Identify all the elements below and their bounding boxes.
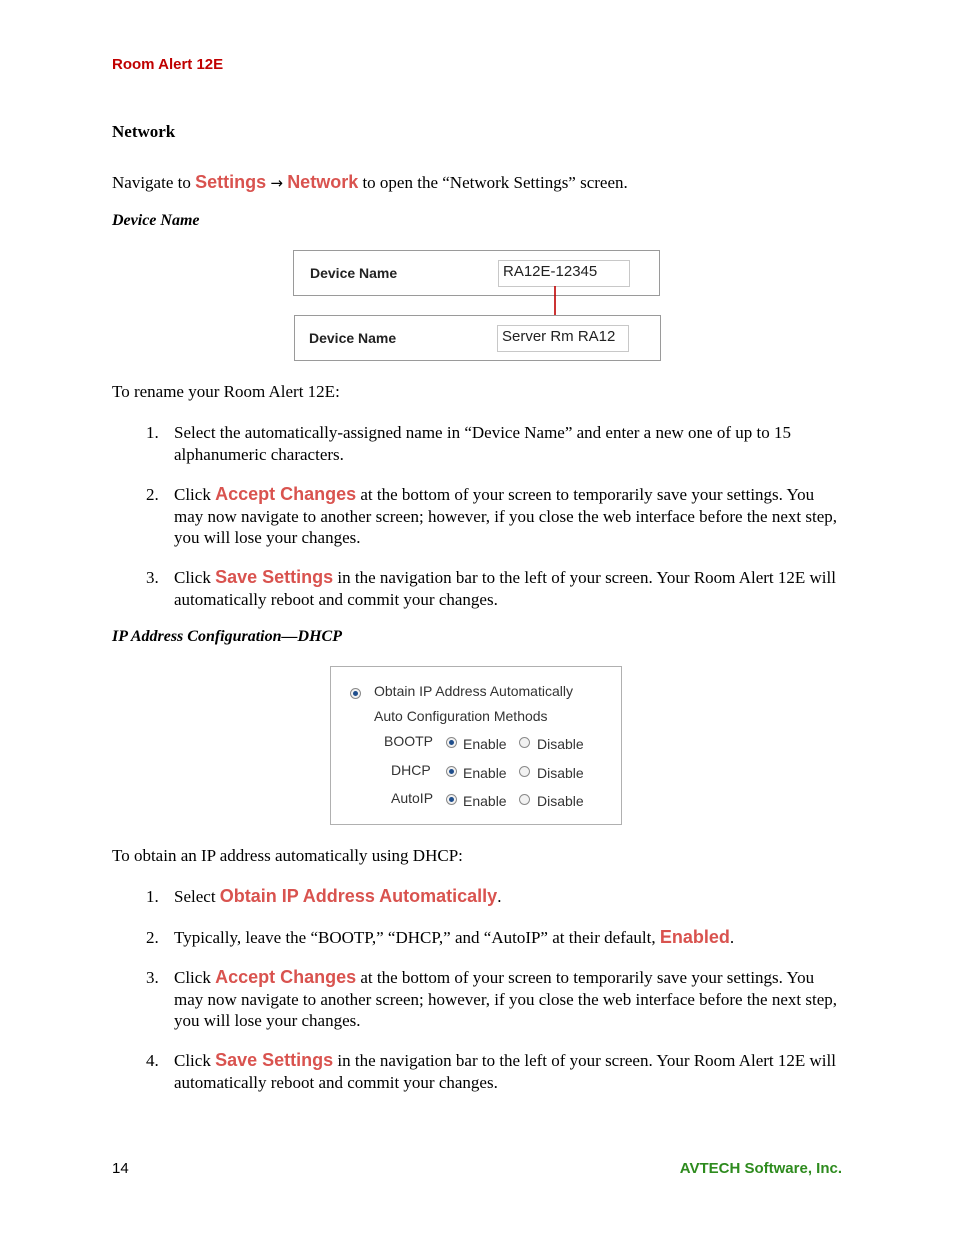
enabled-ref: Enabled	[659, 927, 730, 947]
bootp-disable-label: Disable	[537, 736, 584, 752]
navigate-instruction	[112, 171, 842, 194]
dhcp-disable-radio[interactable]	[519, 766, 530, 777]
device-name-field-new[interactable]: Server Rm RA12	[497, 325, 629, 352]
obtain-auto-radio[interactable]	[350, 688, 361, 699]
bootp-enable-radio[interactable]	[446, 737, 457, 748]
device-name-label: Device Name	[310, 265, 398, 281]
device-name-panel-before	[293, 250, 660, 296]
autoip-label: AutoIP	[391, 790, 434, 806]
nav-suffix: to open the “Network Settings” screen.	[362, 173, 628, 192]
settings-link: Settings	[195, 172, 267, 192]
dhcp-intro: To obtain an IP address automatically using DHCP:	[112, 846, 463, 865]
autoip-disable-radio[interactable]	[519, 794, 530, 805]
bootp-label: BOOTP	[384, 733, 434, 749]
arrow-right-icon: →	[270, 174, 283, 192]
device-name-subheading: Device Name	[112, 212, 200, 229]
list-item: 4. Click Save Settings in the navigation bar to the left of your screen. Your Room Alert 12E will automatically reboot and commit your changes.	[146, 1050, 836, 1092]
accept-changes-ref: Accept Changes	[215, 484, 357, 504]
dhcp-label: DHCP	[391, 762, 431, 778]
page-number: 14	[112, 1160, 129, 1177]
rename-intro: To rename your Room Alert 12E:	[112, 382, 340, 401]
list-item: 3. Click Save Settings in the navigation bar to the left of your screen. Your Room Alert 12E will automatically reboot and commit your changes.	[146, 567, 836, 609]
list-item: 1. Select the automatically-assigned name in “Device Name” and enter a new one of up to 15 alphanumeric characters.	[146, 423, 791, 464]
list-item: 2. Typically, leave the “BOOTP,” “DHCP,” and “AutoIP” at their default, Enabled.	[146, 927, 735, 947]
dhcp-enable-label: Enable	[463, 765, 507, 781]
autoip-enable-label: Enable	[463, 793, 507, 809]
bootp-disable-radio[interactable]	[519, 737, 530, 748]
section-heading: Network	[112, 122, 176, 141]
obtain-ip-ref: Obtain IP Address Automatically	[219, 886, 498, 906]
autoip-enable-radio[interactable]	[446, 794, 457, 805]
device-name-panel-after	[294, 315, 661, 361]
obtain-auto-label: Obtain IP Address Automatically	[374, 683, 573, 699]
list-item: 3. Click Accept Changes at the bottom of your screen to temporarily save your settings. You may now navigate to another screen; however, if you close the web interface before the next step, you will lose your changes.	[146, 967, 837, 1030]
auto-config-label: Auto Configuration Methods	[374, 708, 548, 724]
accept-changes-ref: Accept Changes	[215, 967, 357, 987]
autoip-disable-label: Disable	[537, 793, 584, 809]
running-header: Room Alert 12E	[112, 56, 224, 73]
dhcp-enable-radio[interactable]	[446, 766, 457, 777]
list-item: 1. Select Obtain IP Address Automatically.	[146, 886, 502, 906]
device-name-field-old[interactable]: RA12E-12345	[498, 260, 630, 287]
device-name-label: Device Name	[309, 330, 397, 346]
nav-prefix: Navigate to	[112, 173, 191, 192]
save-settings-ref: Save Settings	[215, 567, 334, 587]
dhcp-disable-label: Disable	[537, 765, 584, 781]
dhcp-settings-panel	[330, 666, 622, 825]
network-link: Network	[287, 172, 359, 192]
bootp-enable-label: Enable	[463, 736, 507, 752]
dhcp-subheading: IP Address Configuration—DHCP	[112, 628, 342, 645]
list-item: 2. Click Accept Changes at the bottom of your screen to temporarily save your settings. You may now navigate to another screen; however, if you close the web interface before the next step, you will lose your changes.	[146, 484, 837, 547]
save-settings-ref: Save Settings	[215, 1050, 334, 1070]
company-name: AVTECH Software, Inc.	[679, 1160, 842, 1177]
